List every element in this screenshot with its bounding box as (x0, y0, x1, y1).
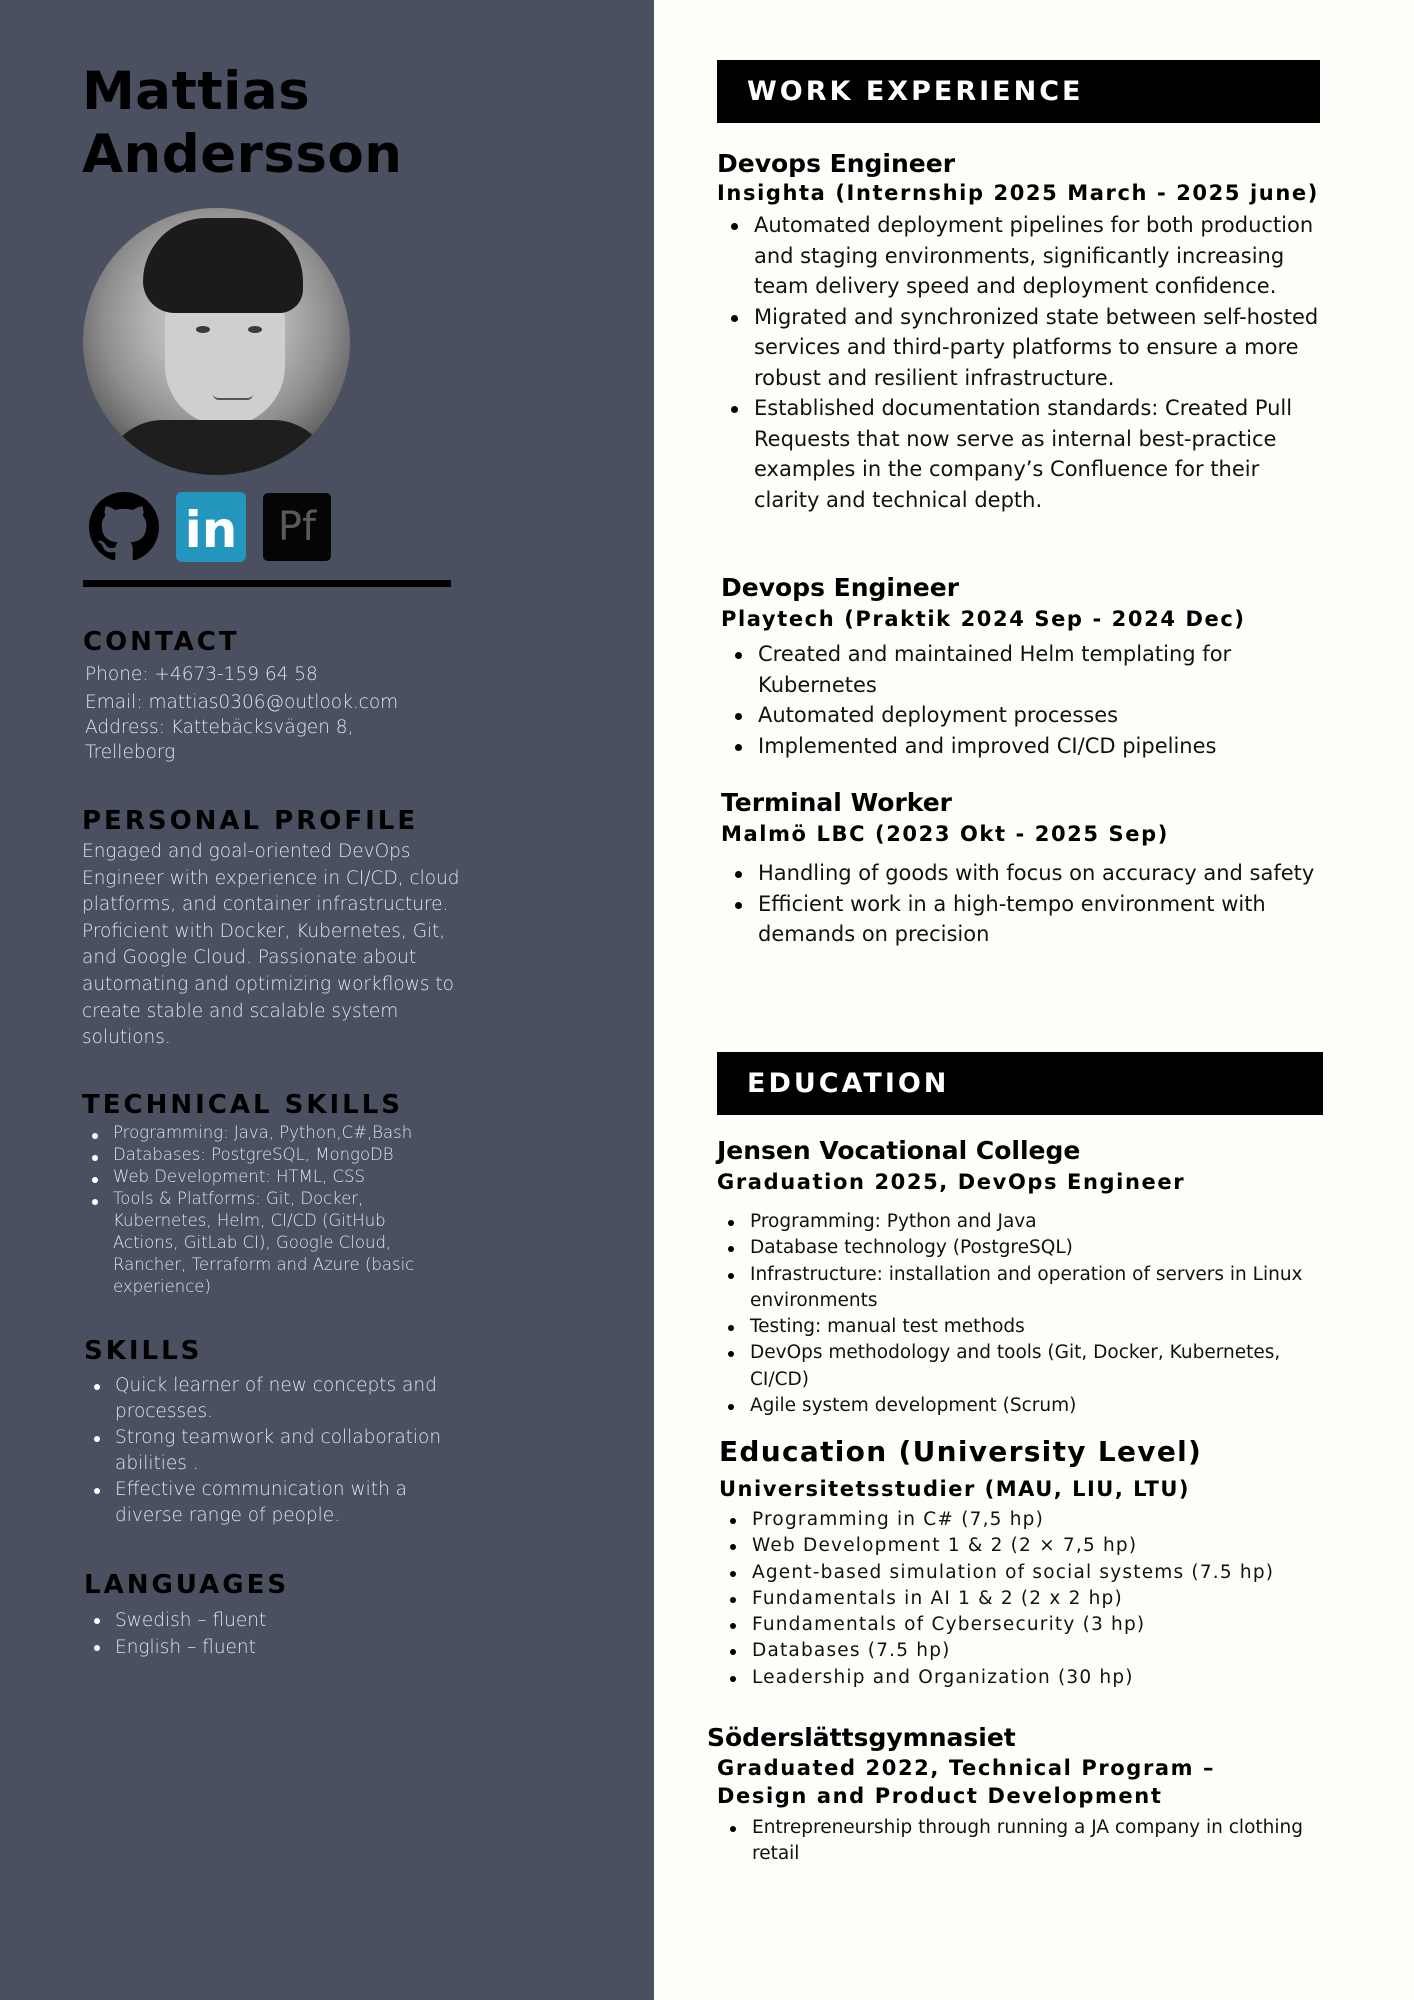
list-item: Efficient work in a high-tempo environment with demands on precision (721, 889, 1331, 950)
photo-eye (248, 326, 262, 333)
contact-phone[interactable]: Phone: +4673-159 64 58 (85, 664, 318, 685)
photo-mouth (213, 394, 253, 400)
list-item: Handling of goods with focus on accuracy and safety (721, 858, 1331, 889)
job-subtitle: Insighta (Internship 2025 March - 2025 june) (717, 181, 1319, 205)
contact-address-line1: Address: Kattebäcksvägen 8, (85, 717, 354, 738)
list-item: Databases (7.5 hp) (719, 1638, 1339, 1664)
list-item: Agile system development (Scrum) (717, 1393, 1337, 1419)
languages-heading: LANGUAGES (84, 1570, 290, 1600)
list-item: Fundamentals in AI 1 & 2 (2 x 2 hp) (719, 1586, 1339, 1612)
profile-photo (83, 208, 350, 475)
contact-details (85, 662, 505, 765)
job-title: Terminal Worker (721, 788, 953, 817)
education-entry-jensen (717, 1135, 1337, 1419)
first-name: Mattias (82, 61, 311, 122)
last-name: Andersson (82, 124, 403, 185)
list-item: Databases: PostgreSQL, MongoDB (82, 1144, 452, 1166)
list-item: Effective communication with a diverse range of people. (84, 1477, 454, 1529)
sidebar (0, 0, 654, 2000)
job-title: Devops Engineer (721, 573, 960, 602)
list-item: Infrastructure: installation and operation of servers in Linux environments (717, 1262, 1337, 1315)
list-item: Testing: manual test methods (717, 1314, 1337, 1340)
contact-address-line2: Trelleborg (85, 742, 176, 763)
skills-heading: SKILLS (84, 1336, 203, 1366)
skills-list (84, 1373, 454, 1529)
contact-heading: CONTACT (83, 627, 240, 657)
list-item: Programming: Java, Python,C#,Bash (82, 1122, 452, 1144)
photo-shirt (103, 420, 333, 475)
list-item: Automated deployment pipelines for both production and staging environments, significantly increasing team delivery speed and deployment confidence. (717, 210, 1327, 302)
portfolio-link[interactable] (263, 493, 331, 561)
university-heading: Education (University Level) (719, 1435, 1203, 1468)
list-item: Agent-based simulation of social systems (7.5 hp) (719, 1560, 1339, 1586)
list-item: Leadership and Organization (30 hp) (719, 1665, 1339, 1691)
technical-skills-list (82, 1122, 452, 1298)
photo-eye (196, 326, 210, 333)
list-item: Database technology (PostgreSQL) (717, 1235, 1337, 1261)
list-item: Migrated and synchronized state between self-hosted services and third-party platforms to ensure a more robust and resilient infrastructure. (717, 302, 1327, 394)
list-item: Programming in C# (7,5 hp) (719, 1507, 1339, 1533)
linkedin-link[interactable] (176, 492, 246, 562)
list-item: Automated deployment processes (721, 700, 1321, 731)
job-subtitle: Playtech (Praktik 2024 Sep - 2024 Dec) (721, 607, 1246, 631)
job-entry (721, 787, 1331, 950)
job-bullets (721, 639, 1321, 761)
university-bullets (719, 1507, 1339, 1691)
sidebar-divider (83, 580, 451, 587)
photo-hair (143, 218, 303, 313)
school-subtitle: Graduated 2022, Technical Program – Design and Product Development (717, 1756, 1216, 1808)
list-item: Entrepreneurship through running a JA company in clothing retail (719, 1815, 1327, 1868)
education-header: EDUCATION (717, 1052, 1323, 1115)
profile-text: Engaged and goal-oriented DevOps Engineer with experience in CI/CD, cloud platforms, and container infrastructure. Proficient with Docker, Kubernetes, Git, and Google Cloud. Passionate about automating and optimizing workflows to create stable and scalable system solutions. (82, 841, 460, 1049)
portfolio-icon: Pf (277, 504, 317, 550)
school-subtitle: Graduation 2025, DevOps Engineer (717, 1170, 1186, 1194)
university-subtitle: Universitetsstudier (MAU, LIU, LTU) (719, 1477, 1190, 1501)
list-item: Strong teamwork and collaboration abilities . (84, 1425, 454, 1477)
list-item: Quick learner of new concepts and processes. (84, 1373, 454, 1425)
list-item: Created and maintained Helm templating for Kubernetes (721, 639, 1321, 700)
school-bullets (717, 1209, 1337, 1419)
github-icon (89, 491, 159, 563)
job-entry (721, 572, 1321, 761)
school-bullets (707, 1815, 1327, 1868)
list-item: Tools & Platforms: Git, Docker, Kubernetes, Helm, CI/CD (GitHub Actions, GitLab CI), Google Cloud, Rancher, Terraform and Azure (basic experience) (82, 1188, 452, 1298)
contact-email[interactable]: Email: mattias0306@outlook.com (85, 692, 399, 713)
github-link[interactable] (89, 492, 159, 562)
list-item: Fundamentals of Cybersecurity (3 hp) (719, 1612, 1339, 1638)
list-item: Implemented and improved CI/CD pipelines (721, 731, 1321, 762)
profile-heading: PERSONAL PROFILE (82, 806, 419, 836)
job-bullets (721, 858, 1331, 950)
job-bullets (717, 210, 1327, 515)
school-name: Jensen Vocational College (717, 1136, 1081, 1165)
social-links (89, 492, 331, 562)
list-item: Web Development: HTML, CSS (82, 1166, 452, 1188)
list-item: Web Development 1 & 2 (2 × 7,5 hp) (719, 1533, 1339, 1559)
languages-list (84, 1607, 454, 1661)
work-experience-header: WORK EXPERIENCE (717, 60, 1320, 123)
job-subtitle: Malmö LBC (2023 Okt - 2025 Sep) (721, 822, 1169, 846)
linkedin-icon: in (184, 501, 238, 559)
list-item: Swedish – fluent (84, 1607, 454, 1634)
list-item: English – fluent (84, 1634, 454, 1661)
job-title: Devops Engineer (717, 149, 956, 178)
list-item: Programming: Python and Java (717, 1209, 1337, 1235)
job-entry (717, 148, 1327, 515)
school-name: Söderslättsgymnasiet (707, 1723, 1016, 1752)
list-item: DevOps methodology and tools (Git, Docker, Kubernetes, CI/CD) (717, 1340, 1337, 1393)
person-name (82, 60, 403, 186)
technical-skills-heading: TECHNICAL SKILLS (82, 1090, 403, 1120)
list-item: Established documentation standards: Created Pull Requests that now serve as internal best-practice examples in the company’s Confluence for their clarity and technical depth. (717, 393, 1327, 515)
education-entry-university (719, 1435, 1339, 1691)
education-entry-highschool (707, 1722, 1327, 1868)
